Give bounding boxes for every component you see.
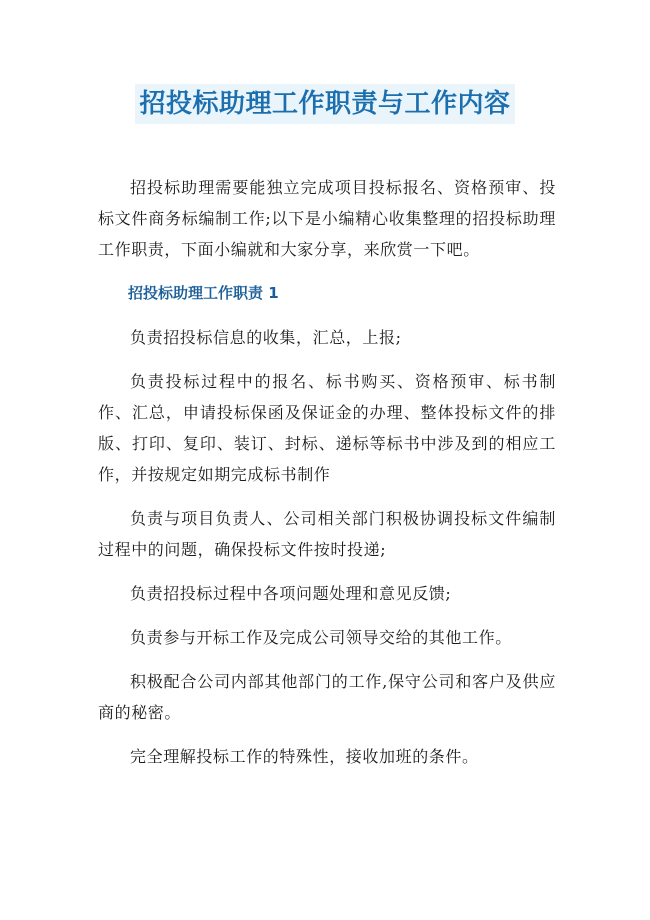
duty-paragraph: 负责投标过程中的报名、标书购买、资格预审、标书制作、汇总，申请投标保函及保证金的办理、整体投标文件的排版、打印、复印、装订、封标、递标等标书中涉及到的相应工作，并按规定如期完成标书制作 — [98, 372, 556, 484]
section-heading: 招投标助理工作职责 1 — [128, 284, 279, 302]
duty-paragraph: 负责与项目负责人、公司相关部门积极协调投标文件编制过程中的问题，确保投标文件按时投递; — [98, 509, 556, 559]
document-body — [98, 172, 556, 785]
duty-paragraph: 负责参与开标工作及完成公司领导交给的其他工作。 — [130, 628, 512, 647]
duty-paragraph: 完全理解投标工作的特殊性，接收加班的条件。 — [130, 747, 479, 766]
duty-paragraph: 负责招投标信息的收集，汇总，上报; — [130, 328, 402, 347]
document-title: 招投标助理工作职责与工作内容 — [135, 84, 514, 124]
intro-paragraph: 招投标助理需要能独立完成项目投标报名、资格预审、投标文件商务标编制工作;以下是小编精心收集整理的招投标助理工作职责，下面小编就和大家分享，来欣赏一下吧。 — [98, 178, 556, 259]
title-container — [0, 84, 650, 124]
duty-paragraph: 积极配合公司内部其他部门的工作,保守公司和客户及供应商的秘密。 — [98, 672, 556, 722]
duty-paragraph: 负责招投标过程中各项问题处理和意见反馈; — [130, 584, 452, 603]
